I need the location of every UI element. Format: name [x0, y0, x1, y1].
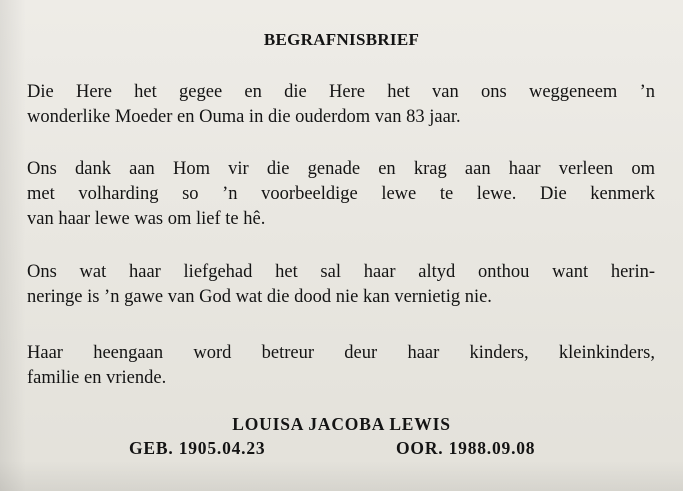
document-title: BEGRAFNISBRIEF: [263, 30, 420, 49]
page-shadow-bottom: [0, 461, 683, 491]
deceased-name: LOUISA JACOBA LEWIS: [232, 414, 451, 434]
paragraph-line: neringe is ’n gawe van God wat die dood nie kan vernietig nie.: [27, 287, 492, 307]
paragraph-1: [27, 80, 655, 130]
paragraph-2: [27, 157, 655, 232]
paragraph-line: Ons wat haar liefgehad het sal haar altyd onthou want herin-: [27, 262, 655, 282]
paragraph-line: wonderlike Moeder en Ouma in die ouderdom van 83 jaar.: [27, 107, 461, 127]
paragraph-3: [27, 260, 655, 310]
paragraph-line: Die Here het gegee en die Here het van ons weggeneem ’n: [27, 82, 655, 102]
paragraph-4: [27, 341, 655, 391]
paragraph-line: met volharding so ’n voorbeeldige lewe te lewe. Die kenmerk: [27, 184, 655, 204]
paragraph-line: familie en vriende.: [27, 368, 167, 388]
paragraph-line: Ons dank aan Hom vir die genade en krag aan haar verleen om: [27, 159, 655, 179]
birth-date: GEB. 1905.04.23: [129, 438, 266, 458]
paragraph-line: van haar lewe was om lief te hê.: [27, 209, 266, 229]
paragraph-line: Haar heengaan word betreur deur haar kinders, kleinkinders,: [27, 343, 655, 363]
death-date: OOR. 1988.09.08: [396, 438, 536, 458]
